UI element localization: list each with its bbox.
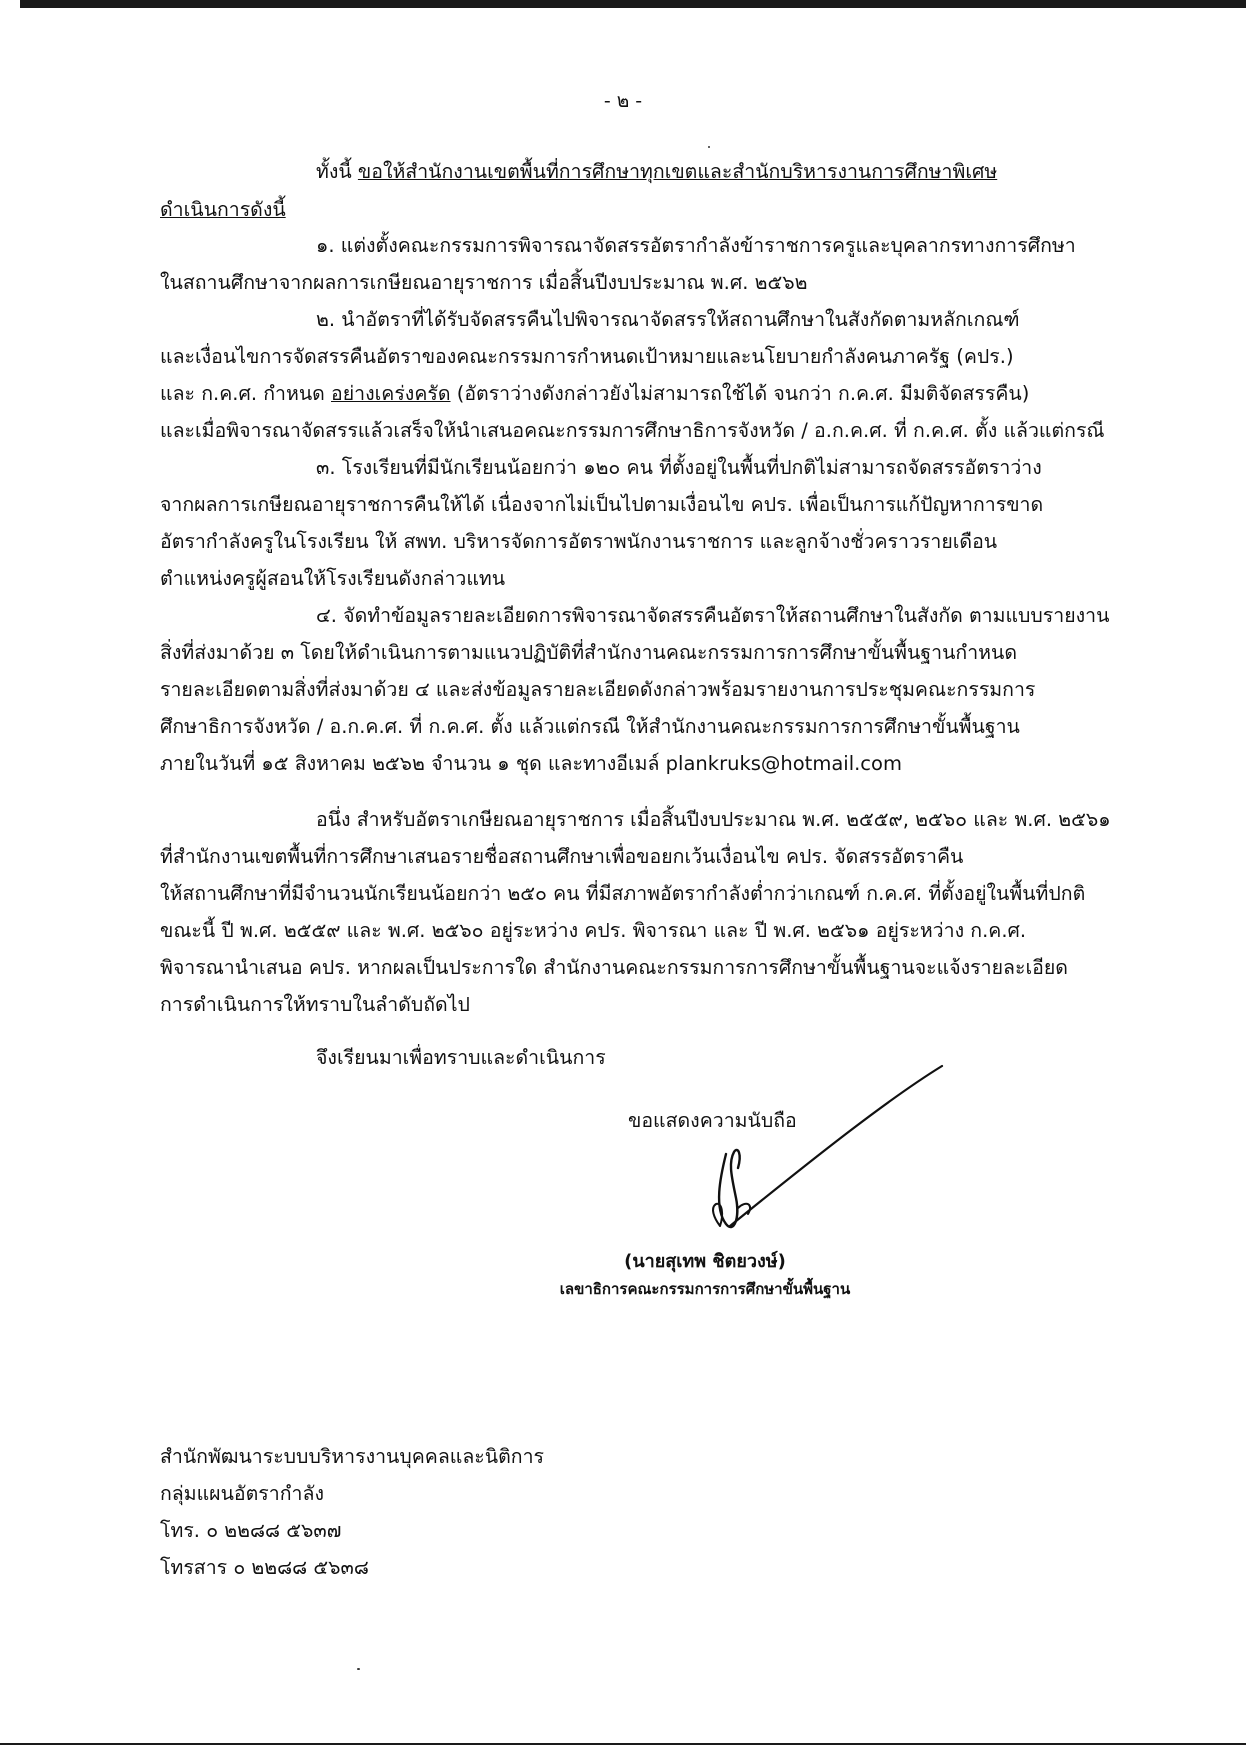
signer-name: (นายสุเทพ ชิตยวงษ์) (624, 1251, 786, 1272)
note-line-4: ขณะนี้ ปี พ.ศ. ๒๕๕๙ และ พ.ศ. ๒๕๖๐ อยู่ระหว่าง คปร. พิจารณา และ ปี พ.ศ. ๒๕๖๑ อยู่ระหว่าง ก.ค.ศ. (160, 919, 1027, 942)
item1-line-2: ในสถานศึกษาจากผลการเกษียณอายุราชการ เมื่อสิ้นปีงบประมาณ พ.ศ. ๒๕๖๒ (160, 271, 808, 294)
note-line-1: อนึ่ง สำหรับอัตราเกษียณอายุราชการ เมื่อสิ้นปีงบประมาณ พ.ศ. ๒๕๕๙, ๒๕๖๐ และ พ.ศ. ๒๕๖๑ (316, 808, 1111, 831)
item3-line-1: ๓. โรงเรียนที่มีนักเรียนน้อยกว่า ๑๒๐ คน ที่ตั้งอยู่ในพื้นที่ปกติไม่สามารถจัดสรรอัตราว่าง (316, 456, 1042, 479)
handwritten-signature (690, 1058, 950, 1238)
item2-line-1: ๒. นำอัตราที่ได้รับจัดสรรคืนไปพิจารณาจัดสรรให้สถานศึกษาในสังกัดตามหลักเกณฑ์ (316, 308, 1020, 331)
item3-line-2: จากผลการเกษียณอายุราชการคืนให้ได้ เนื่องจากไม่เป็นไปตามเงื่อนไข คปร. เพื่อเป็นการแก้ปัญหาการขาด (160, 493, 1044, 516)
item2-line-4: และเมื่อพิจารณาจัดสรรแล้วเสร็จให้นำเสนอคณะกรรมการศึกษาธิการจังหวัด / อ.ก.ค.ศ. ที่ ก.ค.ศ. ตั้ง แล้วแต่กรณี (160, 419, 1105, 442)
scan-speck (357, 1668, 360, 1670)
item4-line-3: รายละเอียดตามสิ่งที่ส่งมาด้วย ๔ และส่งข้อมูลรายละเอียดดังกล่าวพร้อมรายงานการประชุมคณะกรรมการ (160, 678, 1036, 701)
item2-line-3-underlined: อย่างเคร่งครัด (331, 382, 451, 405)
footer-office: สำนักพัฒนาระบบบริหารงานบุคคลและนิติการ (160, 1445, 545, 1468)
scan-bottom-edge (0, 1743, 1246, 1745)
closing-text: จึงเรียนมาเพื่อทราบและดำเนินการ (316, 1046, 606, 1069)
note-line-2: ที่สำนักงานเขตพื้นที่การศึกษาเสนอรายชื่อสถานศึกษาเพื่อขอยกเว้นเงื่อนไข คปร. จัดสรรอัตราคืน (160, 845, 964, 868)
signer-title: เลขาธิการคณะกรรมการการศึกษาขั้นพื้นฐาน (559, 1280, 851, 1298)
page-number: - ๒ - (603, 90, 643, 112)
item2-line-3-suffix: (อัตราว่างดังกล่าวยังไม่สามารถใช้ได้ จนกว่า ก.ค.ศ. มีมติจัดสรรคืน) (450, 382, 1030, 405)
intro-line-1 (316, 153, 1112, 191)
intro-underlined-2: ดำเนินการดังนี้ (160, 198, 286, 221)
intro-underlined-1: ขอให้สำนักงานเขตพื้นที่การศึกษาทุกเขตและสำนักบริหารงานการศึกษาพิเศษ (357, 160, 998, 183)
footer-group: กลุ่มแผนอัตรากำลัง (160, 1482, 324, 1505)
item2-line-3-prefix: และ ก.ค.ศ. กำหนด (160, 382, 332, 405)
item4-line-2: สิ่งที่ส่งมาด้วย ๓ โดยให้ดำเนินการตามแนวปฏิบัติที่สำนักงานคณะกรรมการการศึกษาขั้นพื้นฐานกำหนด (160, 641, 1018, 664)
item3-line-4: ตำแหน่งครูผู้สอนให้โรงเรียนดังกล่าวแทน (160, 567, 506, 590)
footer-fax: โทรสาร ๐ ๒๒๘๘ ๕๖๓๘ (160, 1556, 369, 1579)
footer-phone: โทร. ๐ ๒๒๘๘ ๕๖๓๗ (160, 1519, 342, 1542)
note-line-6: การดำเนินการให้ทราบในลำดับถัดไป (160, 993, 470, 1016)
item4-line-1: ๔. จัดทำข้อมูลรายละเอียดการพิจารณาจัดสรรคืนอัตราให้สถานศึกษาในสังกัด ตามแบบรายงาน (316, 604, 1110, 627)
item4-line-4: ศึกษาธิการจังหวัด / อ.ก.ค.ศ. ที่ ก.ค.ศ. ตั้ง แล้วแต่กรณี ให้สำนักงานคณะกรรมการการศึกษาขั้นพื้นฐาน (160, 715, 1020, 738)
intro-line-2 (160, 191, 1112, 229)
scan-top-edge (0, 0, 1246, 8)
item3-line-3: อัตรากำลังครูในโรงเรียน ให้ สพท. บริหารจัดการอัตราพนักงานราชการ และลูกจ้างชั่วคราวรายเดือน (160, 530, 998, 553)
item1-line-1: ๑. แต่งตั้งคณะกรรมการพิจารณาจัดสรรอัตรากำลังข้าราชการครูและบุคลากรทางการศึกษา (316, 234, 1076, 257)
regards-text: ขอแสดงความนับถือ (628, 1109, 797, 1132)
scan-speck (708, 146, 710, 148)
note-line-3: ให้สถานศึกษาที่มีจำนวนนักเรียนน้อยกว่า ๒๕๐ คน ที่มีสภาพอัตรากำลังต่ำกว่าเกณฑ์ ก.ค.ศ. ที่ตั้งอยู่ในพื้นที่ปกติ (160, 882, 1086, 905)
intro-prefix: ทั้งนี้ (316, 160, 358, 183)
item4-line-5: ภายในวันที่ ๑๕ สิงหาคม ๒๕๖๒ จำนวน ๑ ชุด และทางอีเมล์ plankruks@hotmail.com (160, 752, 902, 775)
item2-line-2: และเงื่อนไขการจัดสรรคืนอัตราของคณะกรรมการกำหนดเป้าหมายและนโยบายกำลังคนภาครัฐ (คปร.) (160, 345, 1014, 368)
note-line-5: พิจารณานำเสนอ คปร. หากผลเป็นประการใด สำนักงานคณะกรรมการการศึกษาขั้นพื้นฐานจะแจ้งรายละเอียด (160, 956, 1068, 979)
item2-line-3 (160, 375, 1112, 413)
